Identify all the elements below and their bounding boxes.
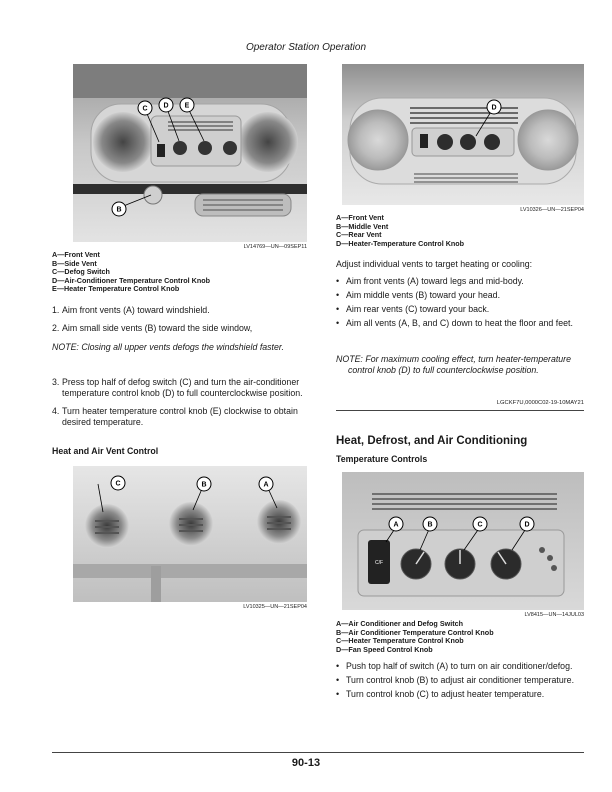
left-steps-1-2 xyxy=(52,305,310,341)
step-number: 3. xyxy=(52,377,60,387)
list-item: • Aim middle vents (B) toward your head. xyxy=(336,290,501,300)
list-item: • Aim rear vents (C) toward your back. xyxy=(336,304,490,314)
step-number: 4. xyxy=(52,406,60,416)
step-number: 1. xyxy=(52,305,60,315)
step-item xyxy=(52,323,310,334)
list-item-text: Turn control knob (C) to adjust heater temperature. xyxy=(346,689,545,699)
figure4-caption xyxy=(336,620,586,654)
figure-heater-panel-photo xyxy=(342,64,584,205)
step-item xyxy=(52,406,310,428)
figure1-callout-d xyxy=(159,98,173,112)
figure3-callout-a xyxy=(259,477,273,491)
figure1-callout-b-label: B xyxy=(116,206,122,214)
step-text: Turn heater temperature control knob (E) clockwise to obtain desired temperature. xyxy=(62,406,298,427)
left-steps-3-4 xyxy=(52,377,310,435)
list-item-text: Turn control knob (B) to adjust air conditioner temperature. xyxy=(346,675,575,685)
list-item: • Aim all vents (A, B, and C) down to heat the floor and feet. xyxy=(336,318,573,328)
figure4-callout-d xyxy=(520,517,534,531)
list-item-text: Aim all vents (A, B, and C) down to heat the floor and feet. xyxy=(346,318,573,328)
ac-switch-label: C/F xyxy=(374,560,384,566)
figure4-callout-b-label: B xyxy=(427,521,433,529)
figure1-callout-c xyxy=(138,101,152,115)
figure4-credit: LV8415—UN—14JUL03 xyxy=(524,612,584,618)
figure4-caption-line: A—Air Conditioner and Defog Switch xyxy=(336,619,463,628)
figure2-caption-line: B—Middle Vent xyxy=(336,221,389,231)
step-text: Press top half of defog switch (C) and turn the air-conditioner temperature control knob (D) to full counterclockwise position. xyxy=(62,377,303,398)
section-divider xyxy=(336,410,584,411)
figure3-callout-a-label: A xyxy=(263,481,269,489)
figure2-caption-line: C—Rear Vent xyxy=(336,230,382,240)
step-text: Aim front vents (A) toward windshield. xyxy=(62,305,210,315)
figure1-callout-e xyxy=(180,98,194,112)
heading-heat-defrost-ac: Heat, Defrost, and Air Conditioning xyxy=(336,435,528,447)
note-max-cooling: NOTE: For maximum cooling effect, turn heater-temperature control knob (D) to full counterclockwise position. xyxy=(336,354,571,375)
figure2-caption-line: A—Front Vent xyxy=(336,213,384,222)
figure1-callout-d-label: D xyxy=(163,102,169,110)
figure1-caption-line: B—Side Vent xyxy=(52,258,97,268)
step-item xyxy=(52,305,310,316)
figure4-callout-c xyxy=(473,517,487,531)
vent-bullet-list xyxy=(336,276,586,332)
figure4-callout-a-label: A xyxy=(393,521,399,529)
page-number: 90-13 xyxy=(291,757,321,769)
figure2-callout-d xyxy=(487,100,501,114)
figure1-caption-line: D—Air-Conditioner Temperature Control Knob xyxy=(52,275,210,285)
list-item: • Turn control knob (B) to adjust air conditioner temperature. xyxy=(336,675,575,685)
list-item-text: Aim front vents (A) toward legs and mid-body. xyxy=(346,276,524,286)
figure4-caption-line: B—Air Conditioner Temperature Control Knob xyxy=(336,627,494,637)
figure4-callout-d-label: D xyxy=(524,521,530,529)
figure3-callout-b xyxy=(197,477,211,491)
figure-temperature-controls-photo xyxy=(342,472,584,610)
list-item: • Aim front vents (A) toward legs and mid-body. xyxy=(336,276,524,286)
figure1-callout-e-label: E xyxy=(184,102,190,110)
step-number: 2. xyxy=(52,323,60,333)
figure1-credit: LV14769—UN—09SEP11 xyxy=(243,244,307,250)
figure4-callout-c-label: C xyxy=(477,521,483,529)
list-item: • Turn control knob (C) to adjust heater temperature. xyxy=(336,689,545,699)
figure4-caption-line: D—Fan Speed Control Knob xyxy=(336,644,433,654)
adjust-vents-intro: Adjust individual vents to target heating or cooling: xyxy=(336,259,533,269)
figure-front-vents-photo xyxy=(73,64,307,242)
heading-temperature-controls: Temperature Controls xyxy=(336,454,428,464)
figure2-callout-d-label: D xyxy=(491,104,497,112)
figure1-caption-line: E—Heater Temperature Control Knob xyxy=(52,284,180,294)
figure1-callout-c-label: C xyxy=(142,105,148,113)
figure3-callout-c xyxy=(111,476,125,490)
note-closing-vents: NOTE: Closing all upper vents defogs the windshield faster. xyxy=(52,342,284,352)
step-item xyxy=(52,377,310,399)
figure1-caption-line: C—Defog Switch xyxy=(52,267,110,277)
figure2-credit: LV10326—UN—21SEP04 xyxy=(520,207,584,213)
figure-rear-vents-photo xyxy=(73,466,307,602)
page-header-title: Operator Station Operation xyxy=(245,42,367,53)
figure2-caption xyxy=(336,214,586,248)
figure3-callout-b-label: B xyxy=(201,481,207,489)
footer-rule xyxy=(52,752,584,753)
figure4-caption-line: C—Heater Temperature Control Knob xyxy=(336,636,464,646)
figure3-callout-c-label: C xyxy=(115,480,121,488)
figure3-credit: LV10325—UN—21SEP04 xyxy=(243,604,307,610)
figure4-callout-a xyxy=(389,517,403,531)
step-text: Aim small side vents (B) toward the side window, xyxy=(62,323,253,333)
figure4-callout-b xyxy=(423,517,437,531)
figure1-callout-b xyxy=(112,202,126,216)
figure2-caption-line: D—Heater-Temperature Control Knob xyxy=(336,238,465,248)
list-item: • Push top half of switch (A) to turn on air conditioner/defog. xyxy=(336,661,573,671)
reference-code: LGCKF7U,0000C02-19-10MAY21 xyxy=(496,400,584,406)
figure1-caption-line: A—Front Vent xyxy=(52,250,100,259)
heading-heat-air-vent-control: Heat and Air Vent Control xyxy=(52,446,159,456)
list-item-text: Aim rear vents (C) toward your back. xyxy=(346,304,490,314)
temperature-bullet-list xyxy=(336,661,586,703)
figure1-caption xyxy=(52,251,312,294)
list-item-text: Aim middle vents (B) toward your head. xyxy=(346,290,501,300)
list-item-text: Push top half of switch (A) to turn on air conditioner/defog. xyxy=(346,661,573,671)
